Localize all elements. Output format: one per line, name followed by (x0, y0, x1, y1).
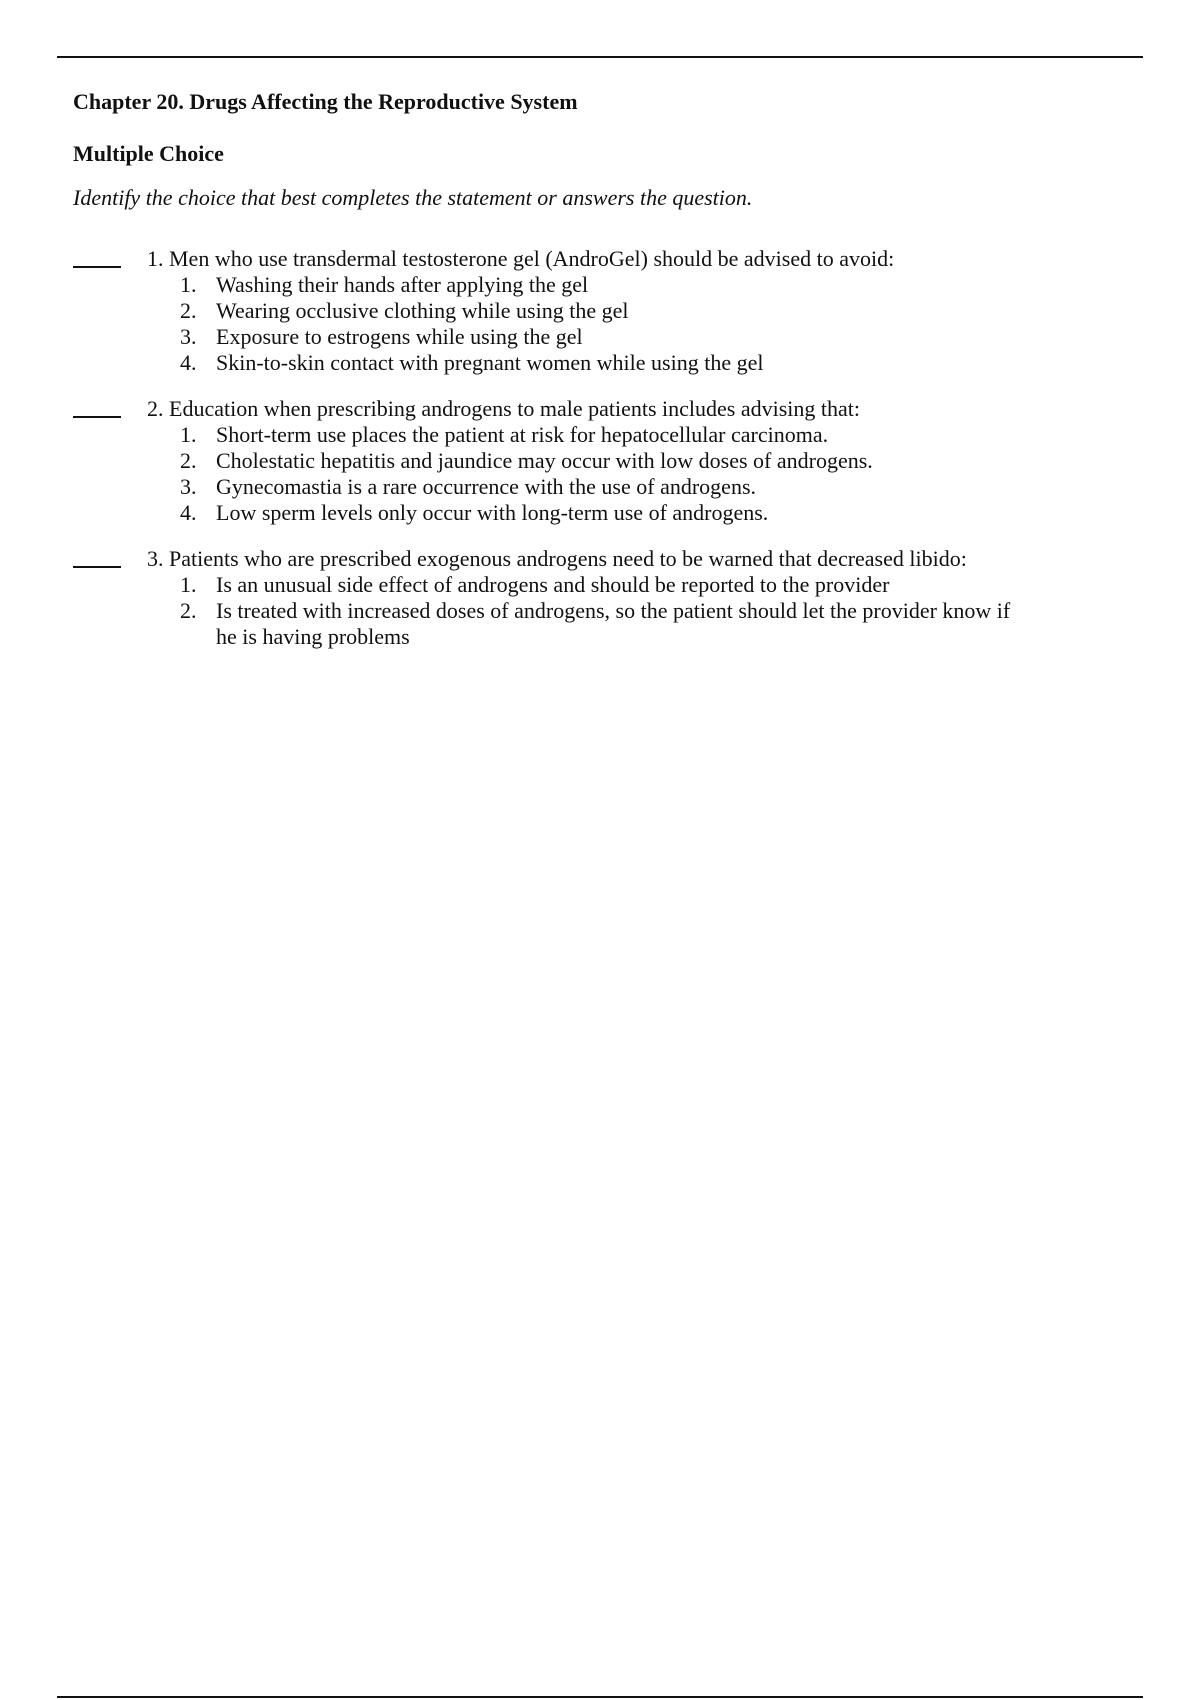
option-text: Is treated with increased doses of androgens, so the patient should let the provider know if he is having problems (216, 598, 1011, 649)
answer-blank (73, 266, 121, 268)
section-title: Multiple Choice (73, 141, 224, 166)
question-stem: 1. Men who use transdermal testosterone gel (AndroGel) should be advised to avoid: (147, 246, 895, 271)
option-text: Exposure to estrogens while using the gel (216, 324, 583, 349)
option-list (180, 572, 1133, 650)
option-text: Low sperm levels only occur with long-term use of androgens. (216, 500, 769, 525)
option-number: 4. (180, 500, 197, 525)
option-text: Gynecomastia is a rare occurrence with the use of androgens. (216, 474, 756, 499)
option-item (180, 298, 1133, 324)
instructions: Identify the choice that best completes the statement or answers the question. (73, 185, 753, 210)
option-number: 1. (180, 422, 197, 447)
question-stem: 2. Education when prescribing androgens to male patients includes advising that: (147, 396, 860, 421)
option-item (180, 572, 1133, 598)
option-item (180, 500, 1133, 526)
question-2 (73, 396, 1133, 526)
document-body (73, 88, 1133, 670)
option-list (180, 272, 1133, 376)
option-item (180, 422, 1133, 448)
option-number: 3. (180, 324, 197, 349)
question-1 (73, 246, 1133, 376)
option-list (180, 422, 1133, 526)
option-text: Cholestatic hepatitis and jaundice may occur with low doses of androgens. (216, 448, 873, 473)
option-text: Is an unusual side effect of androgens and should be reported to the provider (216, 572, 890, 597)
option-text: Skin-to-skin contact with pregnant women while using the gel (216, 350, 764, 375)
option-text: Short-term use places the patient at risk for hepatocellular carcinoma. (216, 422, 829, 447)
question-stem: 3. Patients who are prescribed exogenous androgens need to be warned that decreased libido: (147, 546, 967, 571)
option-item (180, 598, 1133, 650)
question-3 (73, 546, 1133, 650)
option-item (180, 324, 1133, 350)
option-number: 2. (180, 598, 197, 623)
option-text: Wearing occlusive clothing while using the gel (216, 298, 629, 323)
option-item (180, 350, 1133, 376)
answer-blank (73, 566, 121, 568)
option-item (180, 474, 1133, 500)
chapter-title: Chapter 20. Drugs Affecting the Reproductive System (73, 89, 578, 114)
option-text: Washing their hands after applying the gel (216, 272, 589, 297)
option-item (180, 272, 1133, 298)
option-number: 2. (180, 448, 197, 473)
answer-blank (73, 416, 121, 418)
bottom-rule (57, 1696, 1143, 1698)
option-number: 1. (180, 572, 197, 597)
option-number: 2. (180, 298, 197, 323)
option-item (180, 448, 1133, 474)
top-rule (57, 56, 1143, 58)
option-number: 3. (180, 474, 197, 499)
option-number: 4. (180, 350, 197, 375)
option-number: 1. (180, 272, 197, 297)
